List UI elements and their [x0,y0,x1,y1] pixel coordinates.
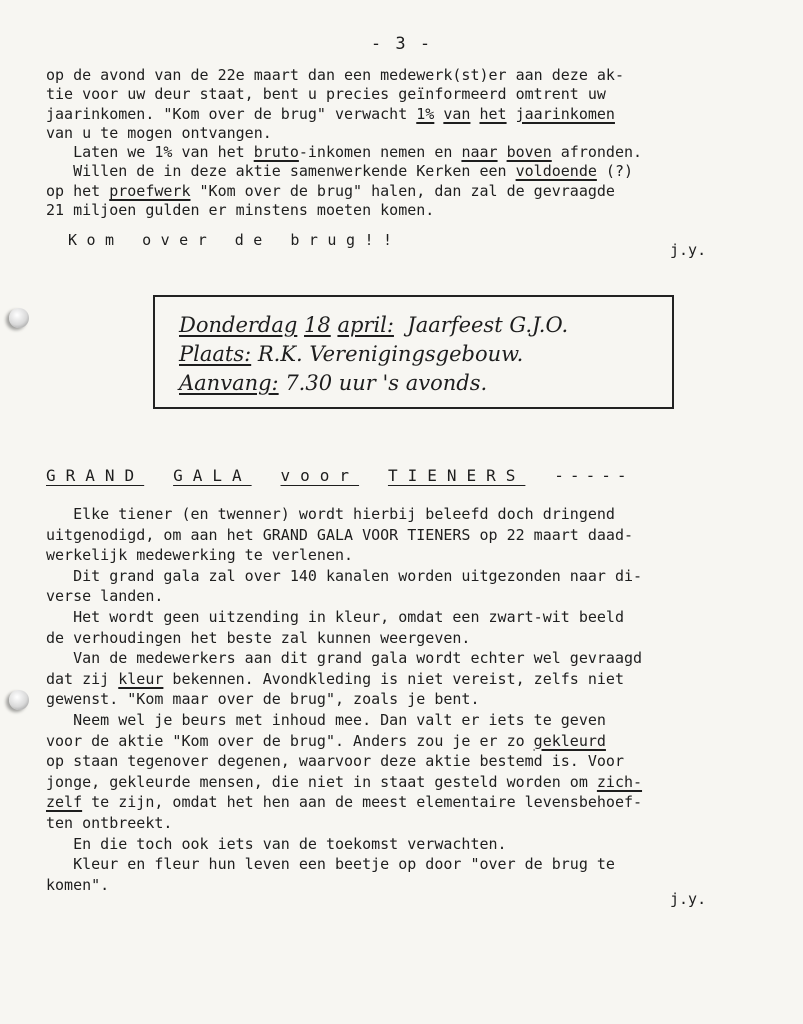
underlined-text: het [479,104,507,123]
punch-hole-bottom [9,690,29,710]
underlined-text: Plaats: [179,342,252,366]
signature-1: j.y. [670,241,707,259]
text-segment: verse landen. [46,587,164,606]
text-segment: Het wordt geen uitzending in kleur, omdat een zwart-wit beeld [46,607,624,626]
text-segment [507,105,516,123]
text-segment: 21 miljoen gulden er minstens moeten komen. [46,201,435,220]
text-line [46,813,766,834]
text-segment [498,143,507,161]
text-segment: Willen de in deze aktie samenwerkende Kerken een [46,162,516,181]
event-notice-box [153,295,674,409]
text-segment: R.K. Verenigingsgebouw. [251,342,524,366]
heading-word: TIENERS [387,466,526,485]
text-segment: de verhoudingen het beste zal kunnen weergeven. [46,628,471,647]
underlined-text: kleur [118,669,164,688]
underlined-text: boven [506,143,552,162]
text-segment: gewenst. "Kom maar over de brug", zoals je bent. [46,690,480,709]
text-line [46,689,766,710]
text-segment: (?) [596,162,634,181]
text-line [46,875,766,896]
text-segment: op staan tegenover degenen, waarvoor deze aktie bestemd is. Voor [46,752,624,771]
text-segment: Dit grand gala zal over 140 kanalen worden uitgezonden naar di- [46,566,643,585]
text-segment: 7.30 uur 's avonds. [278,371,488,395]
underlined-text: zelf [46,793,83,812]
underlined-text: Donderdag [179,313,298,337]
text-segment: Elke tiener (en twenner) wordt hierbij beleefd doch dringend [46,505,615,523]
section-kom-over-de-brug [46,66,766,220]
text-line [46,607,766,628]
section-grand-gala [46,504,766,895]
text-segment: ten ontbreekt. [46,813,173,832]
text-segment: Neem wel je beurs met inhoud mee. Dan valt er iets te geven [46,710,606,729]
section-heading-grand-gala [46,466,632,485]
text-segment: Jaarfeest G.J.O. [393,313,569,337]
text-line [46,648,766,669]
text-line [46,854,766,875]
underlined-text: 1% [416,104,435,123]
text-line [46,834,766,855]
signature-2: j.y. [670,890,707,908]
text-segment: -inkomen nemen en [298,143,462,162]
text-line [46,525,766,546]
text-segment: bekennen. Avondkleding is niet vereist, zelfs niet [163,669,624,688]
page-number: - 3 - [370,34,433,54]
text-segment: afronden. [551,143,643,162]
text-segment: van u te mogen ontvangen. [46,123,272,142]
underlined-text: 18 [304,313,331,337]
underlined-text: Aanvang: [179,371,279,395]
underlined-text: van [443,104,471,123]
text-line [46,772,766,793]
text-segment: op het [46,181,110,200]
text-line [46,201,766,220]
text-segment: tie voor uw deur staat, bent u precies geïnformeerd omtrent uw [46,85,606,104]
text-segment: En die toch ook iets van de toekomst verwachten. [46,834,507,853]
text-segment: jonge, gekleurde mensen, die niet in staat gesteld worden om [46,772,597,791]
heading-word: GRAND [46,466,145,485]
text-line [46,628,766,649]
text-segment: uitgenodigd, om aan het GRAND GALA VOOR TIENERS op 22 maart daad- [46,525,633,544]
text-line [46,124,766,143]
text-line [46,751,766,772]
underlined-text: zich- [596,772,643,791]
text-line [46,143,766,162]
underlined-text: jaarinkomen [515,104,615,123]
text-segment: te zijn, omdat het hen aan de meest elementaire levensbehoef- [82,793,643,812]
heading-word: voor [280,466,360,485]
heading-trail: ----- [554,466,633,485]
text-line [46,182,766,201]
underlined-text: april: [337,313,394,337]
text-line [46,85,766,104]
punch-hole-top [9,308,29,328]
text-line [46,545,766,566]
text-segment [297,313,304,337]
text-line [46,731,766,752]
text-line [179,340,672,369]
text-line [46,105,766,124]
slogan: Kom over de brug!! [68,231,402,249]
text-line [179,369,672,398]
text-line [46,586,766,607]
text-line [46,162,766,181]
text-line [46,710,766,731]
underlined-text: gekleurd [533,731,606,750]
text-segment: voor de aktie "Kom over de brug". Anders zou je er zo [46,731,534,750]
text-segment: Kleur en fleur hun leven een beetje op door "over de brug te [46,855,615,874]
text-segment: dat zij [46,669,119,688]
underlined-text: naar [461,143,498,162]
text-line [46,66,766,85]
text-segment: Laten we 1% van het [46,143,254,162]
text-segment [434,105,443,123]
text-segment: Van de medewerkers aan dit grand gala wordt echter wel gevraagd [46,649,643,668]
text-segment: op de avond van de 22e maart dan een medewerk(st)er aan deze ak- [46,66,624,84]
underlined-text: voldoende [515,162,597,181]
text-segment: jaarinkomen. "Kom over de brug" verwacht [46,104,417,123]
text-segment: "Kom over de brug" halen, dan zal de gevraagde [190,181,615,200]
underlined-text: bruto [253,143,299,162]
underlined-text: proefwerk [109,181,191,200]
text-segment: werkelijk medewerking te verlenen. [46,546,354,565]
text-line [46,566,766,587]
text-line [46,504,766,525]
text-segment: komen". [46,875,110,894]
text-line [46,669,766,690]
heading-word: GALA [173,466,252,485]
text-line [179,311,672,340]
slogan-line [46,230,766,250]
text-line [46,792,766,813]
